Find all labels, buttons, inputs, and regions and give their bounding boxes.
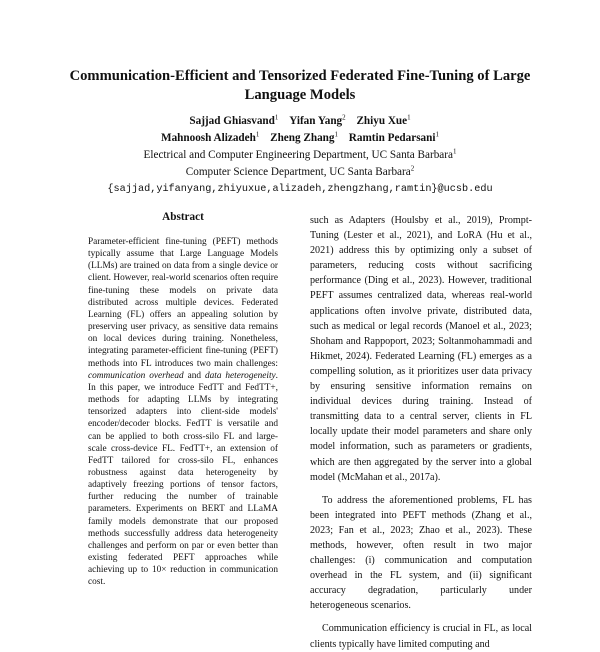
authors-line-1 bbox=[60, 113, 540, 130]
author: Yifan Yang$^2$ bbox=[289, 113, 346, 127]
body-paragraph: Communication efficiency is crucial in FL, as local clients typically have limited computing and bbox=[310, 623, 532, 650]
author: Mahnoosh Alizadeh$^1$ bbox=[161, 130, 260, 144]
affiliation-1: Electrical and Computer Engineering Department, UC Santa Barbara$^1$ bbox=[143, 147, 457, 161]
paper-title: Communication-Efficient and Tensorized Federated Fine-Tuning of Large Language Models bbox=[69, 68, 531, 103]
abstract-heading: Abstract bbox=[162, 211, 204, 223]
authors-line-2 bbox=[60, 130, 540, 147]
author: Ramtin Pedarsani$^1$ bbox=[348, 130, 439, 144]
body-column-right bbox=[310, 213, 532, 652]
body-paragraph: such as Adapters (Houlsby et al., 2019), Prompt-Tuning (Lester et al., 2021), and LoRA (Hu et al., 2021) address this by optimizing only a subset of parameters, reducing costs without sacrificing performance (Ding et al., 2023). However, traditional PEFT assumes centralized data, whereas real-world applications often involve private, distributed data, such as medical or legal records (Manoel et al., 2023; Shoham and Rappoport, 2023; Soltanmohammadi and Hikmet, 2024). Federated Learning (FL) emerges as a compelling solution, as it prioritizes user data privacy by ensuring sensitive information remains on individual devices during training. Instead of transmitting data to a central server, clients in FL locally update their model parameters and share only model information, such as parameters or gradients, which are then aggregated by the server into a global model (McMahan et al., 2017a). bbox=[310, 215, 532, 483]
author: Zheng Zhang$^1$ bbox=[270, 130, 338, 144]
author-emails: {sajjad,yifanyang,zhiyuxue,alizadeh,zhengzhang,ramtin}@ucsb.edu bbox=[107, 184, 493, 195]
body-paragraph: To address the aforementioned problems, FL has been integrated into PEFT methods (Zhang et al., 2023; Fan et al., 2023; Zhao et al., 2023). These methods, however, often result in two major challenges: (i) communication and computation overhead in the FL system, and (ii) significant accuracy degradation, particularly under heterogeneous scenarios. bbox=[310, 494, 532, 612]
author: Sajjad Ghiasvand$^1$ bbox=[189, 113, 279, 127]
author: Zhiyu Xue$^1$ bbox=[356, 113, 411, 127]
affiliation-2: Computer Science Department, UC Santa Barbara$^2$ bbox=[185, 164, 415, 178]
abstract-text: Parameter-efficient fine-tuning (PEFT) methods typically assume that Large Language Models (LLMs) are trained on data from a single device or client. However, real-world scenarios often require fine-tuning these models on private data distributed across multiple devices. Federated Learning (FL) offers an appealing solution by preserving user privacy, as sensitive data remains on local devices during training. Nonetheless, integrating parameter-efficient fine-tuning (PEFT) methods into FL introduces two main challenges: communication overhead and data heterogeneity. In this paper, we introduce FedTT and FedTT+, methods for adapting LLMs by integrating tensorized adapters into client-side models' encoder/decoder blocks. FedTT is versatile and can be applied to both cross-silo FL and large-scale cross-device FL. FedTT+, an extension of FedTT tailored for cross-silo FL, enhances robustness against data heterogeneity by adaptively freezing portions of tensor factors, further reducing the number of trainable parameters. Experiments on BERT and LLaMA family models demonstrate that our proposed methods successfully address data heterogeneity challenges and perform on par or even better than existing federated PEFT approaches while achieving up to 10× reduction in communication cost. bbox=[88, 237, 278, 588]
author-block bbox=[60, 113, 540, 198]
